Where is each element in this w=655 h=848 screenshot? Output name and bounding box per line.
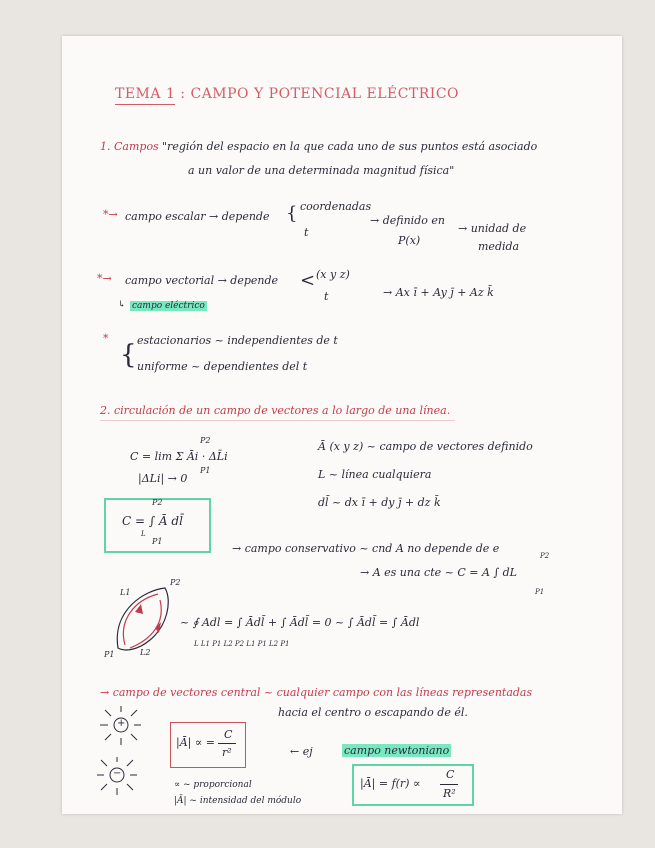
fraction-bar bbox=[218, 743, 236, 744]
loop-equation: ~ ∮ Adl = ∫ Ādl̄ + ∫ Ādl̄ = 0 ~ ∫ Ādl̄ = ∫ Ādl bbox=[180, 616, 420, 629]
loop-label-l2: L2 bbox=[140, 648, 151, 657]
integral-path: L bbox=[141, 530, 146, 538]
conservative-line: → campo conservativo ~ cnd A no depende de e bbox=[232, 542, 500, 555]
legend-proportional: ∝ ~ proporcional bbox=[174, 780, 252, 790]
stationary-text: estacionarios ~ independientes de t bbox=[137, 334, 338, 347]
limit-formula: C = lim Σ Āi · ΔL̄i bbox=[130, 450, 228, 463]
def-line: L ~ línea cualquiera bbox=[318, 468, 432, 481]
cons-top: P2 bbox=[540, 552, 550, 560]
scalar-branch-2: t bbox=[304, 226, 309, 239]
loop-label-p1: P1 bbox=[104, 650, 115, 659]
loop-subscripts: L L1 P1 L2 P2 L1 P1 L2 P1 bbox=[194, 640, 290, 648]
limit-subscript: |ΔLi| → 0 bbox=[138, 472, 188, 485]
plus-charge: + bbox=[117, 718, 126, 729]
page-title: TEMA 1 : CAMPO Y POTENCIAL ELÉCTRICO bbox=[115, 86, 460, 102]
proportional-den: r² bbox=[222, 746, 232, 759]
central-field-text: → campo de vectores central ~ cualquier campo con las líneas representadas bbox=[100, 686, 533, 699]
scalar-result-3: → unidad de bbox=[458, 222, 527, 235]
loop-label-p2: P2 bbox=[170, 578, 181, 587]
circulation-integral: C = ∫ Ā dl̄ bbox=[122, 514, 183, 528]
uniform-text: uniforme ~ dependientes del t bbox=[137, 360, 308, 373]
def-dl: dl̄ ~ dx ī + dy j̄ + dz k̄ bbox=[318, 496, 441, 509]
section2-heading: 2. circulación de un campo de vectores a lo largo de una línea. bbox=[100, 404, 451, 417]
vector-branch-2: t bbox=[324, 290, 329, 303]
minus-charge: − bbox=[113, 768, 122, 779]
integral-top: P2 bbox=[152, 498, 163, 507]
asterisk-marker: * bbox=[103, 332, 109, 345]
brace: { bbox=[286, 203, 298, 224]
newtonian-lhs: |Ā| = f(r) ∝ bbox=[360, 777, 421, 790]
asterisk-marker: *→ bbox=[103, 208, 118, 221]
scalar-result-2: P(x) bbox=[398, 234, 421, 247]
scalar-field-text: campo escalar → depende bbox=[125, 210, 270, 223]
legend-intensity: |Ā| ~ intensidad del módulo bbox=[174, 796, 302, 806]
loop-label-l1: L1 bbox=[120, 588, 131, 597]
fields-definition-line1: "región del espacio en la que cada uno de sus puntos está asociado bbox=[162, 140, 538, 153]
sum-top: P2 bbox=[200, 436, 211, 445]
vector-field-text: campo vectorial → depende bbox=[125, 274, 279, 287]
fraction-bar bbox=[440, 784, 458, 785]
example-arrow: ← ej bbox=[290, 745, 313, 758]
vector-branch-1: (x y z) bbox=[316, 268, 350, 281]
electric-field-highlight: campo eléctrico bbox=[132, 301, 205, 311]
central-field-text2: hacia el centro o escapando de él. bbox=[278, 706, 468, 719]
scalar-result-1: → definido en bbox=[370, 214, 445, 227]
brace: { bbox=[120, 340, 137, 370]
def-vector-field: Ā (x y z) ~ campo de vectores definido bbox=[318, 440, 533, 453]
arrow-sub: ↳ bbox=[118, 300, 126, 310]
angle-bracket: < bbox=[300, 270, 316, 291]
integral-bottom: P1 bbox=[152, 537, 163, 546]
newtonian-field-highlight: campo newtoniano bbox=[344, 744, 450, 757]
section1-heading: 1. Campos bbox=[100, 140, 159, 153]
asterisk-marker: *→ bbox=[97, 272, 112, 285]
fields-definition-line2: a un valor de una determinada magnitud física" bbox=[188, 164, 455, 177]
scalar-result-4: medida bbox=[478, 240, 520, 253]
newtonian-den: R² bbox=[443, 787, 456, 800]
conservative-line2: → A es una cte ~ C = A ∫ dL bbox=[360, 566, 517, 579]
proportional-lhs: |Ā| ∝ = bbox=[176, 736, 216, 749]
cons-bottom: P1 bbox=[535, 588, 545, 596]
vector-components: → Ax ī + Ay j̄ + Az k̄ bbox=[383, 286, 494, 299]
sum-bottom: P1 bbox=[200, 466, 211, 475]
newtonian-num: C bbox=[446, 768, 455, 781]
proportional-num: C bbox=[224, 728, 233, 741]
scalar-branch-1: coordenadas bbox=[300, 200, 372, 213]
